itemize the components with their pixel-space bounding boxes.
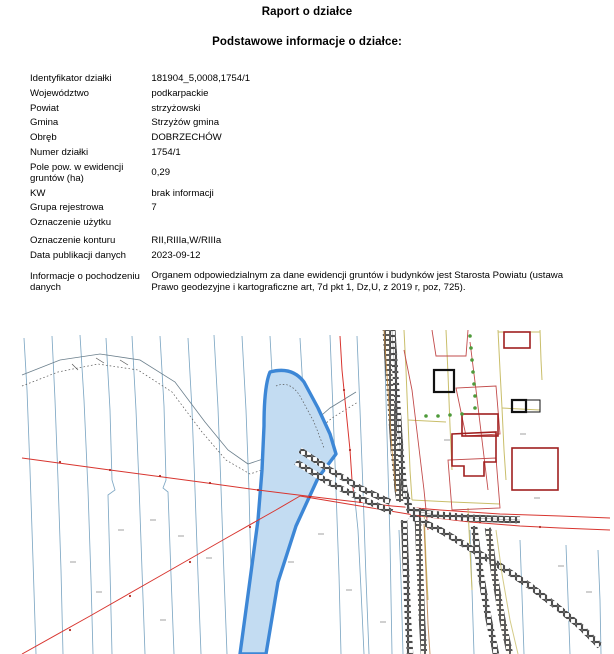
cadastral-map[interactable]	[0, 330, 614, 654]
row-label: Informacje o pochodzeniu danych	[30, 270, 140, 294]
row-value: 7	[151, 202, 157, 214]
row-label: Grupa rejestrowa	[30, 202, 104, 214]
table-row	[30, 265, 584, 298]
row-label: Oznaczenie konturu	[30, 235, 116, 247]
row-label: Numer działki	[30, 146, 89, 158]
table-row	[30, 235, 584, 250]
row-label: Oznaczenie użytku	[30, 217, 112, 229]
row-value: RII,RIIIa,W/RIIIa	[151, 235, 222, 247]
row-value: 0,29	[151, 167, 171, 179]
row-value: Strzyżów gmina	[151, 117, 220, 129]
map-canvas[interactable]	[0, 330, 614, 654]
table-row	[30, 202, 584, 217]
row-label: Gmina	[30, 117, 59, 129]
table-row	[30, 162, 584, 188]
row-label: Pole pow. w ewidencji gruntów (ha)	[30, 161, 124, 185]
section-title: Podstawowe informacje o działce:	[212, 36, 402, 48]
table-row	[30, 132, 584, 147]
table-row	[30, 88, 584, 103]
row-value: 2023-09-12	[151, 249, 201, 261]
row-label: Data publikacji danych	[30, 249, 126, 261]
row-label: Obręb	[30, 132, 57, 144]
row-value: 181904_5,0008,1754/1	[151, 73, 251, 84]
row-value: Organem odpowiedzialnym za dane ewidencji gruntów i budynków jest Starosta Powiatu (ustawa Prawo geodezyjne i kartograficzne art, 7d pkt 1, Dz,U, z 2019 r, poz, 725).	[151, 269, 564, 294]
table-row	[30, 103, 584, 118]
parcel-info-table	[30, 73, 584, 298]
page-title: Raport o działce	[261, 6, 353, 18]
row-value: DOBRZECHÓW	[151, 132, 222, 144]
table-row	[30, 217, 584, 235]
row-value: podkarpackie	[151, 87, 209, 99]
table-row	[30, 117, 584, 132]
table-row	[30, 250, 584, 265]
row-label: KW	[30, 187, 46, 199]
row-label: Województwo	[30, 87, 90, 99]
table-row	[30, 73, 584, 88]
row-label: Identyfikator działki	[30, 73, 112, 84]
table-row	[30, 147, 584, 162]
row-label: Powiat	[30, 102, 59, 114]
row-value: brak informacji	[151, 187, 214, 199]
table-row	[30, 188, 584, 203]
row-value: strzyżowski	[151, 102, 201, 114]
row-value: 1754/1	[151, 146, 181, 158]
row-value	[151, 217, 584, 235]
